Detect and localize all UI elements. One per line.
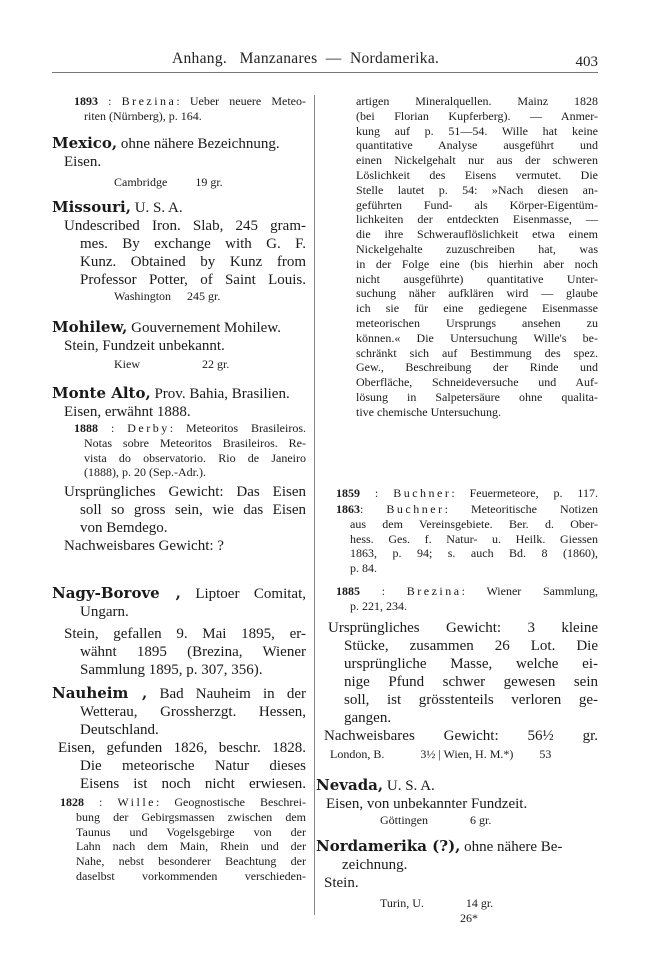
page-number: 403 [575,54,598,70]
wille-reference-continuation: artigen Mineralquellen. Mainz 1828 (bei Florian Kupferberg). — Anmer- kung auf p. 51—54. Wille hat keine quantitative Analyse ausgeführt und einen Nickelgehalt nur aus der schweren Löslichkeit des Eisens vermutet. Die Stelle lautet p. 54: »Nach diesen an- geführten Fund- als Körper-Eigentüm- lichkeiten der entdeckten Eisenmasse, — die ihre Schwerauflöslichkeit etwa einem Nickelgehalte zuzuschreiben hat, was in der Folge eine (bis hierhin aber noch nicht ausgeführte) quantitative Unter- suchung näher aufklären wird — glaube ich sie für eine gediegene Eisenmasse meteorischen Ursprungs ansehen zu können.« Die Untersuchung Wille's be- schränkt sich auf Bestimmung des spez. Gew., Beschreibung der Rinde und Oberfläche, Schneideversuche und Auf- lösung in Salpetersäure ohne qualita- tive chemische Untersuchung. [356,94,598,419]
entry-nevada: Nevada, U. S. A. Eisen, von unbekannter Fundzeit. Göttingen 6 gr. [322,776,598,828]
entry-mexico: Mexico, ohne nähere Bezeichnung. Eisen. Cambridge 19 gr. [52,134,306,190]
original-weight: Ursprüngliches Gewicht: 3 kleine Stücke, zusammen 26 Lot. Die ursprüngliche Masse, welche ei- nige Pfund schwer gewesen sein soll, ist grösstenteils verloren ge- gangen. Nachweisbares Gewicht: 56½ gr. London, B. 3½ | Wien, H. M.*) 53 [324,620,598,761]
signature-mark: 26* [460,911,478,925]
reference-brezina-1885: 1885 : Brezina: Wiener Sammlung, p. 221, 234. [336,584,598,613]
collection-row: London, B. 3½ | Wien, H. M.*) 53 [330,747,552,761]
collection-row: Cambridge 19 gr. [114,175,223,189]
entry-monte-alto: Monte Alto, Prov. Bahia, Brasilien. Eisen, erwähnt 1888. 1888 : Derby: Meteoritos Brasileiros. Notas sobre Meteoritos Brasileiros. Re- vista do observatorio. Rio de Janeiro (1888), p. 20 (Sep.-Adr.). Ursprüngliches Gewicht: Das Eisen soll so gross sein, wie das Eisen von Bemdego. Nachweisbares Gewicht: ? [52,384,306,555]
column-divider [314,95,315,915]
running-header [52,50,598,68]
reference-wille-1828: 1828 : Wille: Geognostische Beschrei- bung der Gebirgsmassen zwischen dem Taunus und Vogelsgebirge von der Lahn nach dem Main, Rhein und der Nahe, nebst besonderer Beachtung der daselbst vorkommenden verschieden- [60,795,306,883]
entry-nordamerika: Nordamerika (?), ohne nähere Be- zeichnung. Stein. Turin, U. 14 gr. 26* [322,837,598,926]
entry-missouri: Missouri, U. S. A. Undescribed Iron. Slab, 245 gram- mes. By exchange with G. F. Kunz. Obtained by Kunz from Professor Potter, of Saint Louis. Washington 245 gr. [52,198,306,303]
collection-row: Kiew 22 gr. [114,357,230,371]
entry-nagy-borove: Nagy-Borove , Liptoer Comitat, Ungarn. Stein, gefallen 9. Mai 1895, er- wähnt 1895 (Brezina, Wiener Sammlung 1895, p. 307, 356). [52,584,306,678]
collection-row: Turin, U. 14 gr. [380,896,494,910]
entry-nauheim: Nauheim , Bad Nauheim in der Wetterau, Grossherzgt. Hessen, Deutschland. Eisen, gefunden 1826, beschr. 1828. Die meteorische Natur dieses Eisens ist noch nicht erwiesen. 1828 : Wille: Geognostische Beschrei- bung der Gebirgsmassen zwischen dem Taunus und Vogelsgebirge von der Lahn nach dem Main, Rhein und der Nahe, nebst besonderer Beachtung der daselbst vorkommenden verschieden- [52,684,307,883]
reference-buchner-1863: 1863: Buchner: Meteoritische Notizen aus dem Vereinsgebiete. Ber. d. Ober- hess. Ges. f. Natur- u. Heilk. Giessen 1863, p. 94; s. auch Bd. 8 (1860), p. 84. [336,502,598,576]
reference-buchner-1859: 1859 : Buchner: Feuermeteore, p. 117. [336,486,598,500]
reference-brezina-1893: 1893 : Brezina: Ueber neuere Meteo- riten (Nürnberg), p. 164. [74,94,306,123]
entry-lemma: Mexico, [52,134,118,152]
collection-row: Göttingen 6 gr. [380,813,492,827]
entry-mohilew: Mohilew, Gouvernement Mohilew. Stein, Fundzeit unbekannt. Kiew 22 gr. [52,318,306,372]
header-rule [52,72,598,73]
collection-row: Washington 245 gr. [114,289,221,303]
reference-derby-1888: 1888 : Derby: Meteoritos Brasileiros. Notas sobre Meteoritos Brasileiros. Re- vista do observatorio. Rio de Janeiro (1888), p. 20 (Sep.-Adr.). [74,421,306,480]
running-title: Anhang. Manzanares — Nordamerika. [172,50,440,67]
